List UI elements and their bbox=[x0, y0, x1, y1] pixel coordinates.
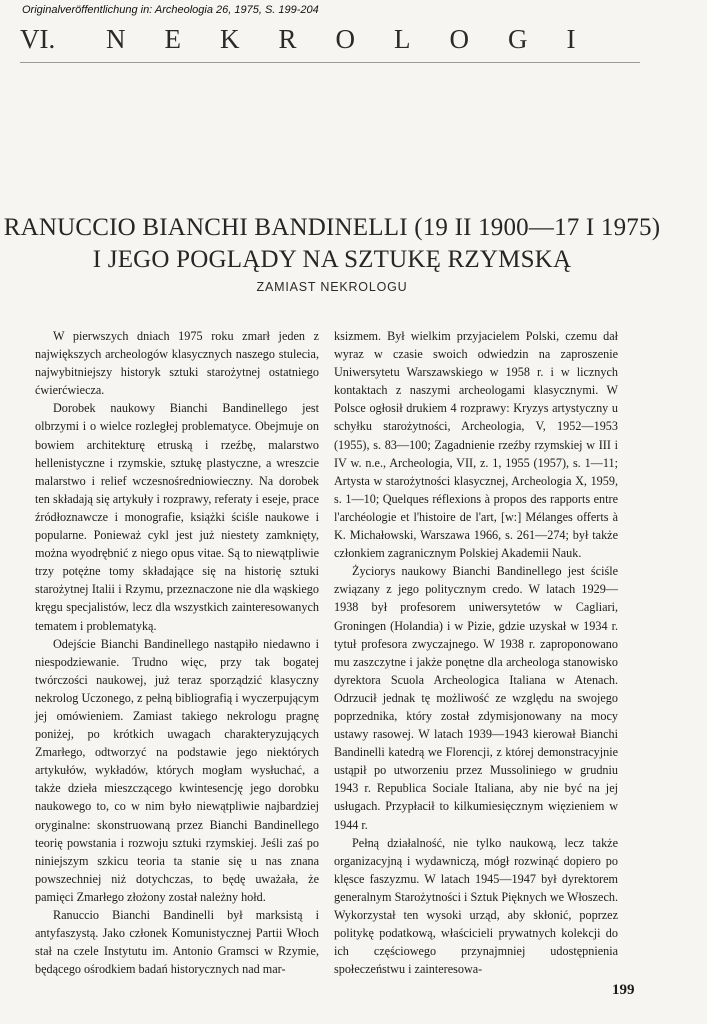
paragraph: W pierwszych dniach 1975 roku zmarł jeden z największych archeologów klasycznych naszego stulecia, najwybitniejszy historyk sztuki starożytnej ostatniego ćwierćwiecza. bbox=[35, 329, 319, 398]
right-column bbox=[334, 327, 618, 978]
article-subtitle: ZAMIAST NEKROLOGU bbox=[256, 280, 408, 294]
paragraph: Pełną działalność, nie tylko naukową, lecz także organizacyjną i wydawniczą, mógł rozwinąć dopiero po klęsce faszyzmu. W latach 1945—1947 był dyrektorem generalnym Starożytności i Sztuk Pięknych we Włoszech. Wykorzystał ten wysoki urząd, aby skłonić, poprzez politykę podatkową, właścicieli prywatnych kolekcji do ich częściowego przynajmniej udostępnienia społeczeństwu i zainteresowa- bbox=[334, 835, 618, 977]
section-heading bbox=[20, 24, 640, 55]
page-number: 199 bbox=[612, 982, 635, 998]
paragraph: Ranuccio Bianchi Bandinelli był marksistą i antyfaszystą. Jako członek Komunistycznej Partii Włoch stał na czele Instytutu im. Antonio Gramsci w Rzymie, będącego ośrodkiem badań historycznych nad mar- bbox=[35, 908, 319, 977]
section-numeral: VI. bbox=[20, 24, 56, 54]
left-column bbox=[35, 327, 319, 978]
paragraph: Dorobek naukowy Bianchi Bandinellego jest olbrzymi i o wielce rozległej problematyce. Obejmuje on bowiem architekturę etruską i rzeźbę, malarstwo hellenistyczne i rzymskie, sztukę plastyczne, a wreszcie malarstwo i relief wczesnośredniowieczny. Na dorobek ten składają się artykuły i rozprawy, referaty i eseje, prace źródłoznawcze i monografie, książki ściśle naukowe i popularne. Ponieważ cykl jest już niestety zamknięty, można wyodrębnić z niego opus vitae. Są to niewątpliwie trzy potężne tomy składające się na historię sztuki starożytnej Italii i Rzymu, przeznaczone nie dla wąskiego kręgu specjalistów, lecz dla wszystkich zainteresowanych tematem i problematyką. bbox=[35, 401, 319, 633]
article-title-line-2: I JEGO POGLĄDY NA SZTUKĘ RZYMSKĄ bbox=[92, 246, 572, 273]
paragraph: Życiorys naukowy Bianchi Bandinellego jest ściśle związany z jego politycznym credo. W latach 1929—1938 był profesorem uniwersytetów w Cagliari, Groningen (Holandia) i w Pizie, gdzie uzyskał w 1934 r. tytuł profesora zwyczajnego. W 1938 r. zaproponowano mu zaszczytne i jakże ponętne dla archeologa stanowisko dyrektora Scuola Archeologica Italiana w Atenach. Odrzucił jednak tę możliwość ze względu na swojego poprzednika, który został zdymisjonowany na mocy ustawy rasowej. W latach 1939—1943 kierował Bianchi Bandinelli katedrą we Florencji, z której demonstracyjnie ustąpił po utworzeniu przez Mussoliniego w grudniu 1943 r. Republica Sociale Italiana, aby nie być na jej usługach. Przypłacił to kilkumiesięcznym więzieniem w 1944 r. bbox=[334, 564, 618, 832]
article-title bbox=[0, 212, 664, 276]
source-citation: Originalveröffentlichung in: Archeologia 26, 1975, S. 199-204 bbox=[22, 4, 319, 16]
paragraph: ksizmem. Był wielkim przyjacielem Polski, czemu dał wyraz w czasie swoich odwiedzin na zaproszenie Uniwersytetu Warszawskiego w 1958 r. i w licznych kontaktach z naszymi archeologami klasycznymi. W Polsce ogłosił drukiem 4 rozprawy: Kryzys artystyczny u schyłku starożytności, Archeologia, V, 1952—1953 (1955), s. 83—100; Zagadnienie rzeźby rzymskiej w III i IV w. n.e., Archeologia, VII, z. 1, 1955 (1957), s. 1—11; Artysta w starożytności klasycznej, Archeologia X, 1959, s. 1—10; Quelques réflexions à propos des rapports entre l'archéologie et l'histoire de l'art, [w:] Mélanges offerts à K. Michałowski, Warszawa 1966, s. 261—274; był także członkiem zagranicznym Polskiej Akademii Nauk. bbox=[334, 329, 618, 561]
section-title: NEKROLOGI bbox=[106, 24, 615, 54]
header-rule bbox=[20, 62, 640, 63]
article-title-line-1: RANUCCIO BIANCHI BANDINELLI (19 II 1900—17 I 1975) bbox=[3, 214, 661, 241]
paragraph: Odejście Bianchi Bandinellego nastąpiło niedawno i niespodziewanie. Trudno więc, przy tak bogatej twórczości naukowej, już teraz sporządzić klasyczny nekrolog Uczonego, z pełną bibliografią i wyczerpującym jej omówieniem. Zamiast takiego nekrologu pragnę poniżej, po krótkich uwagach charakteryzujących Zmarłego, odtworzyć na podstawie jego niektórych artykułów, wykładów, których mogłam wysłuchać, a także dzieła mieszczącego kwintesencję jego dorobku naukowego to, co w nim było niewątpliwie najbardziej oryginalne: skonstruowaną przez Bianchi Bandinellego teorię powstania i rozwoju sztuki rzymskiej. Jeśli zaś po niniejszym szkicu teoria ta stanie się u nas znana powszechniej niż dotychczas, to będę uważała, że pamięci Zmarłego złożony został należny hołd. bbox=[35, 636, 319, 904]
